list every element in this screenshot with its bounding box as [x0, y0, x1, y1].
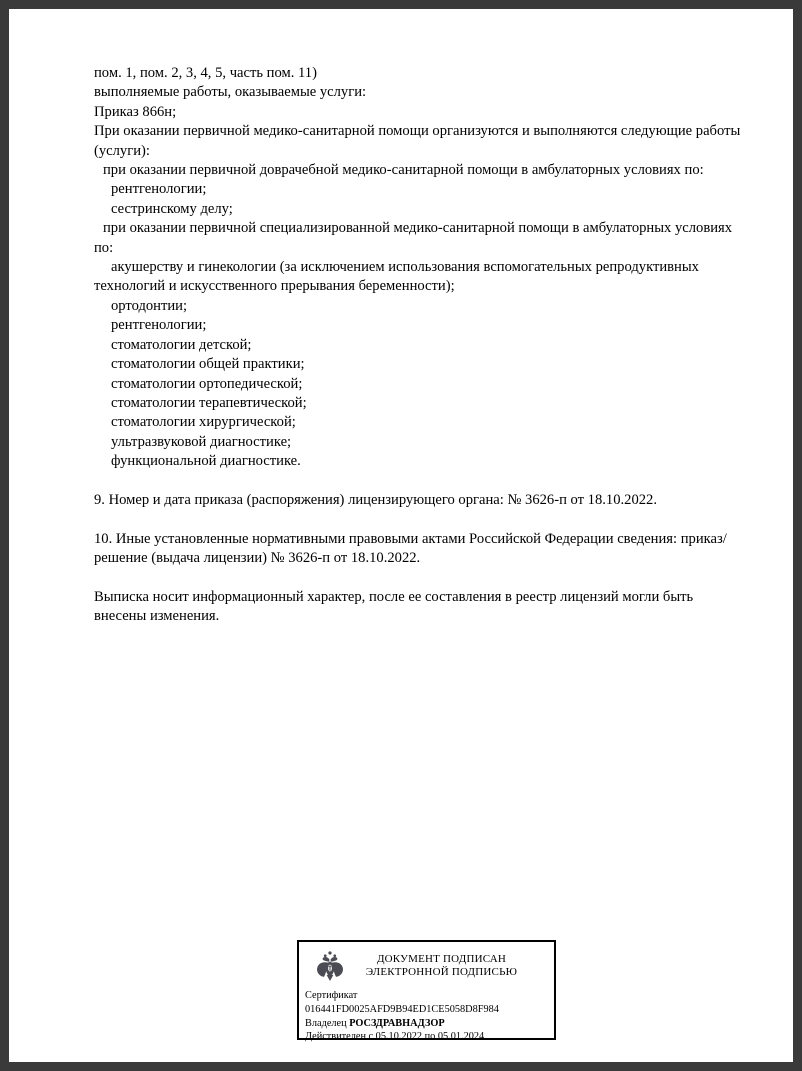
stamp-owner-label: Владелец — [305, 1017, 347, 1029]
document-paragraph: акушерству и гинекологии (за исключением использования вспомогательных репродуктивных технологий и искусственного прерывания беременности); — [94, 259, 699, 295]
document-paragraph: стоматологии хирургической; — [111, 414, 296, 431]
document-paragraph: пом. 1, пом. 2, 3, 4, 5, часть пом. 11) — [94, 65, 317, 81]
roszdravnadzor-eagle-icon — [315, 949, 345, 983]
stamp-certificate-value: 016441FD0025AFD9B94ED1CE5058D8F984 — [305, 1003, 499, 1015]
document-paragraph: 9. Номер и дата приказа (распоряжения) лицензирующего органа: № 3626-п от 18.10.2022. — [94, 491, 657, 508]
document-paragraph: При оказании первичной медико-санитарной помощи организуются и выполняются следующие работы (услуги): — [94, 123, 741, 159]
document-paragraph: Приказ 866н; — [94, 103, 177, 120]
document-paragraph: рентгенологии; — [111, 181, 207, 198]
document-paragraph: при оказании первичной специализированной медико-санитарной помощи в амбулаторных условиях по: — [94, 220, 733, 256]
document-page — [9, 9, 793, 1062]
document-paragraph: сестринскому делу; — [111, 200, 233, 217]
signature-stamp — [297, 940, 556, 1043]
stamp-title-line2: ЭЛЕКТРОННОЙ ПОДПИСЬЮ — [365, 966, 518, 978]
stamp-title-line1: ДОКУМЕНТ ПОДПИСАН — [376, 952, 507, 965]
stamp-certificate-label: Сертификат — [305, 990, 358, 1001]
document-paragraph: рентгенологии; — [111, 317, 207, 334]
document-paragraph: стоматологии терапевтической; — [111, 394, 307, 411]
document-body — [94, 64, 745, 627]
stamp-header — [299, 942, 554, 985]
document-paragraph: стоматологии детской; — [111, 336, 252, 353]
stamp-certificate-row — [305, 989, 548, 1017]
stamp-validity-row: Действителен с 05.10.2022 по 05.01.2024 — [305, 1031, 485, 1043]
document-paragraph: функциональной диагностике. — [111, 453, 301, 470]
document-paragraph: при оказании первичной доврачебной медико-санитарной помощи в амбулаторных условиях по: — [103, 162, 704, 179]
stamp-owner-value: РОСЗДРАВНАДЗОР — [349, 1017, 445, 1029]
document-paragraph: стоматологии общей практики; — [111, 356, 305, 373]
stamp-details — [299, 985, 554, 1048]
document-paragraph: ортодонтии; — [111, 297, 188, 314]
document-paragraph: 10. Иные установленные нормативными правовыми актами Российской Федерации сведения: приказ/решение (выдача лицензии) № 3626-п от 18.10.2022. — [94, 530, 727, 567]
document-paragraph: стоматологии ортопедической; — [111, 375, 303, 392]
document-paragraph: Выписка носит информационный характер, после ее составления в реестр лицензий могли быть внесены изменения. — [94, 588, 694, 625]
stamp-title — [345, 953, 544, 980]
document-paragraph: ультразвуковой диагностике; — [111, 433, 292, 450]
document-paragraph: выполняемые работы, оказываемые услуги: — [94, 84, 367, 101]
stamp-owner-row — [305, 1017, 548, 1031]
